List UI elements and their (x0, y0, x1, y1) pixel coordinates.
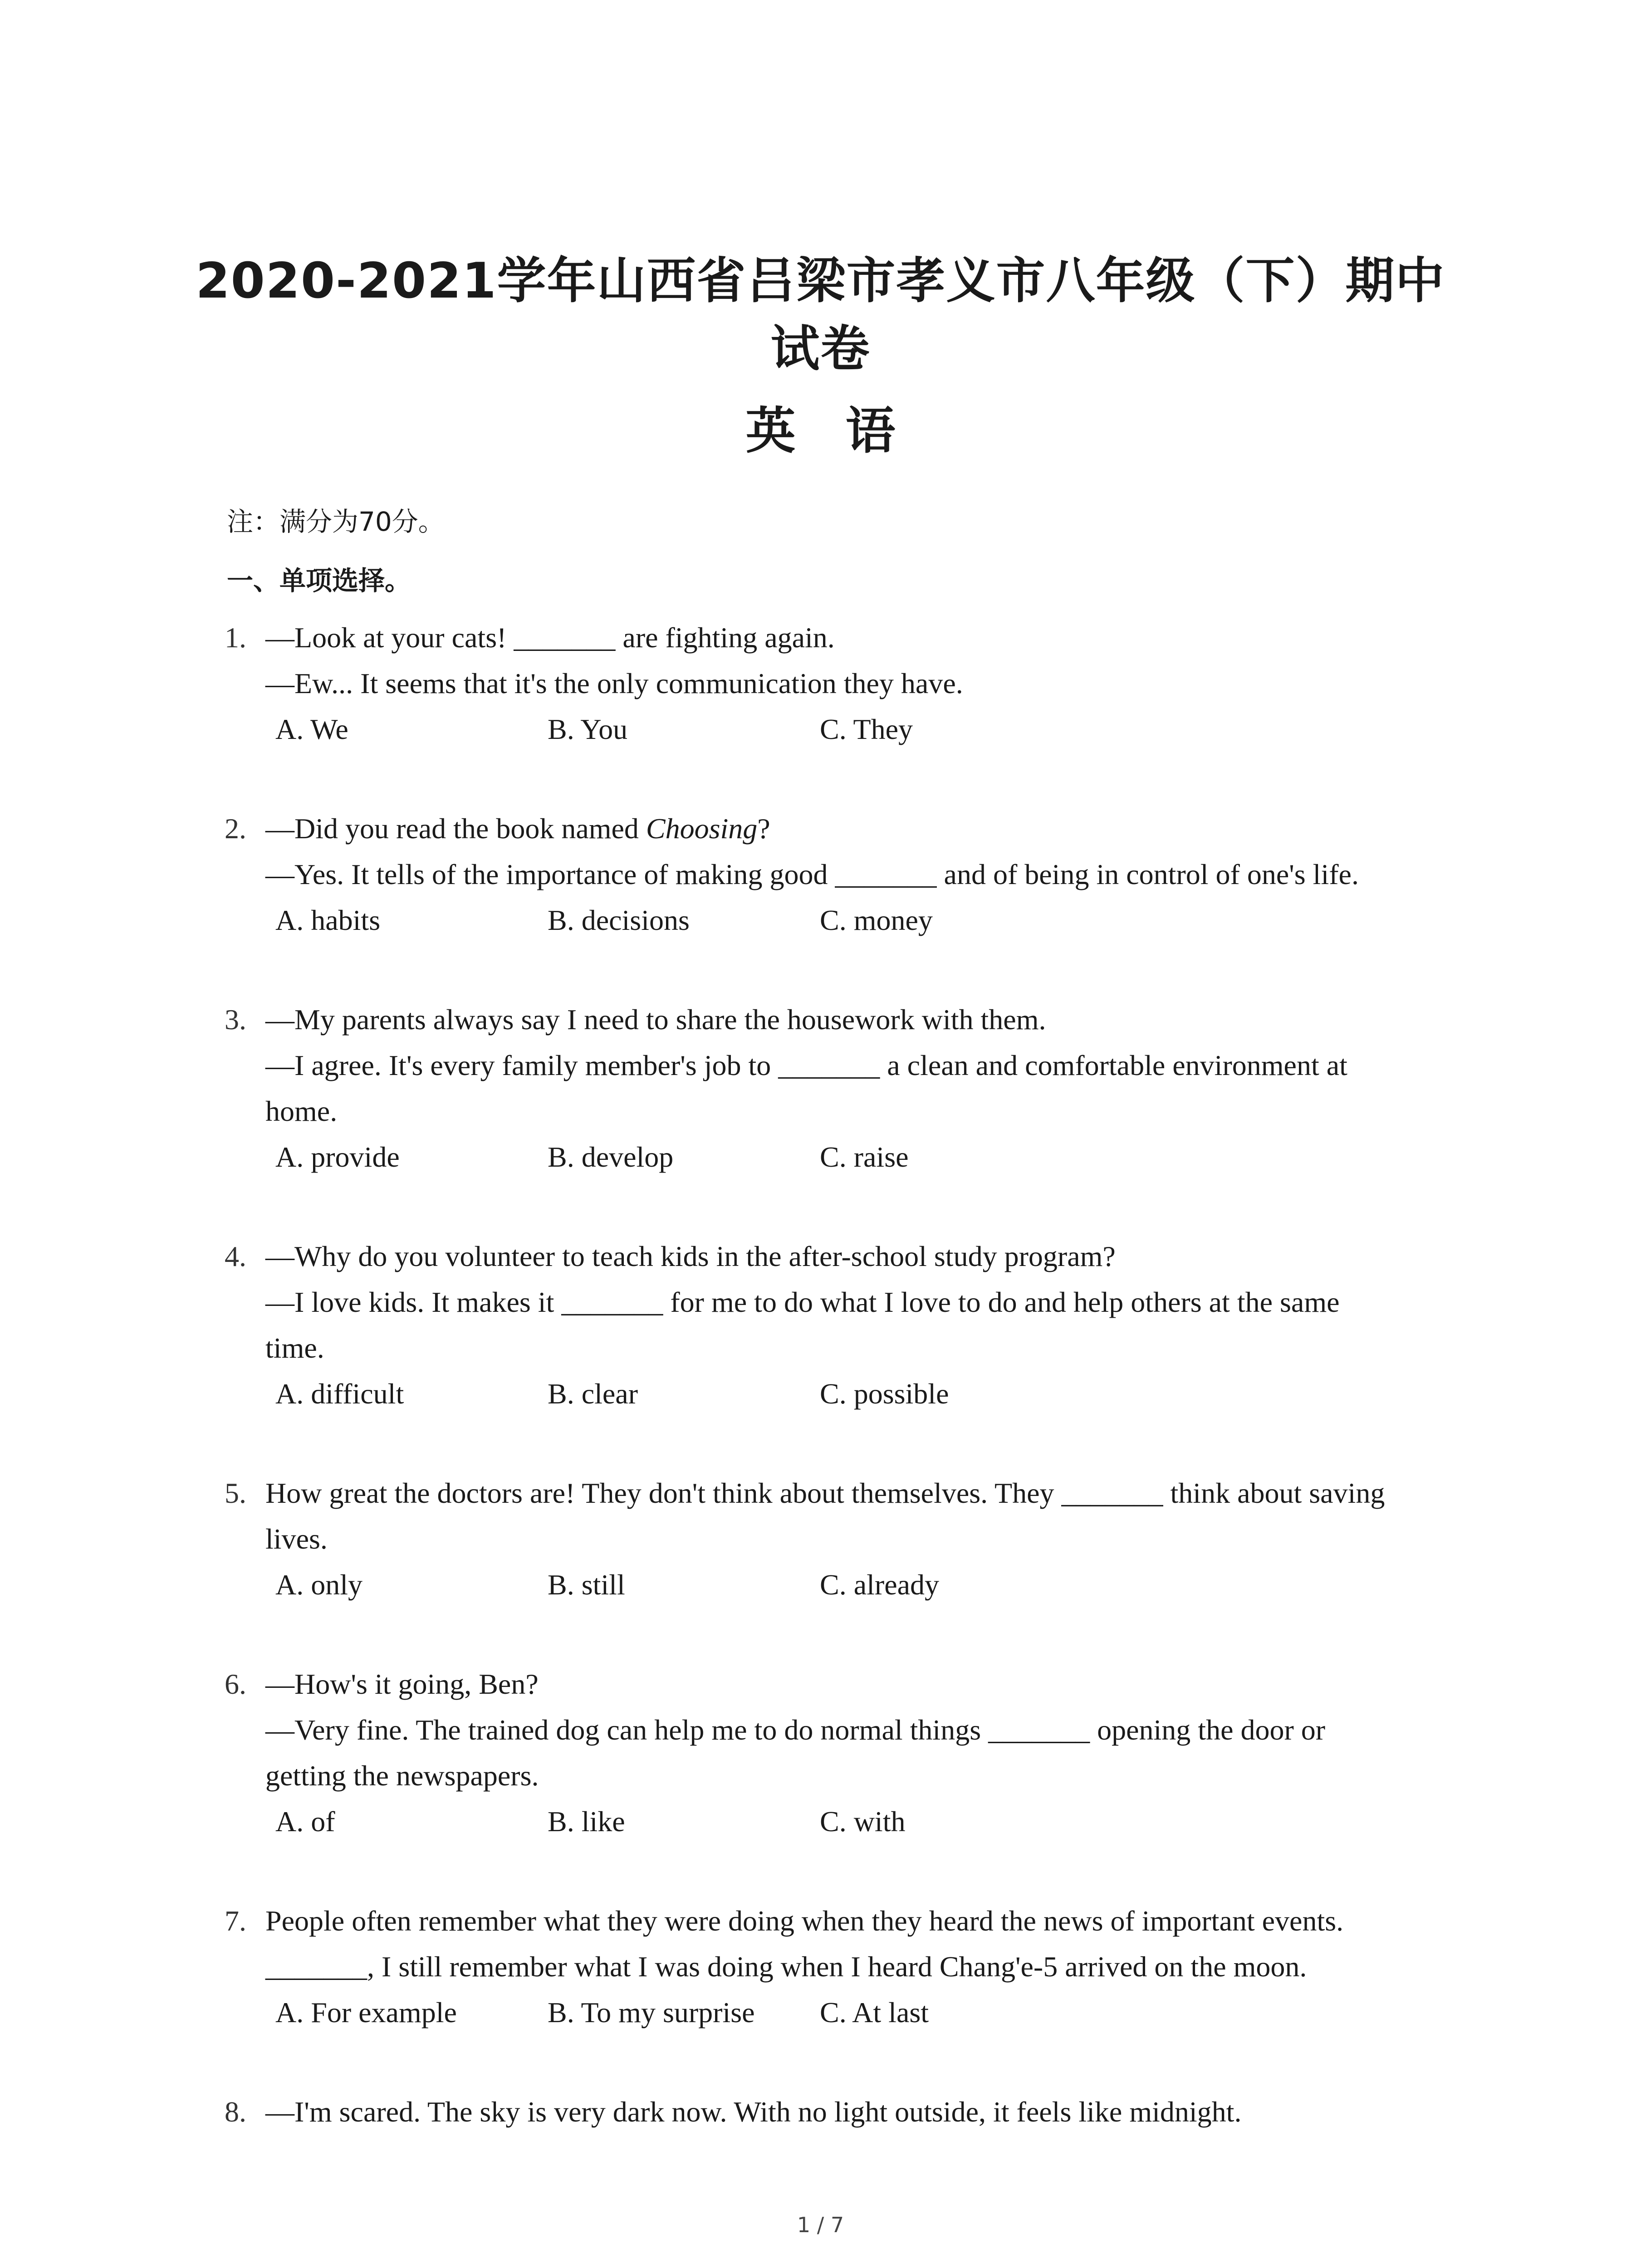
answer-options (265, 1562, 1459, 1608)
option-a: A. only (275, 1569, 362, 1601)
question-number: 6. (225, 1668, 246, 1700)
question-line (265, 806, 1459, 851)
question-body (265, 997, 1459, 1180)
question-text: —Did you read the book named (265, 812, 646, 845)
exam-title-line2: 试卷 (770, 321, 871, 377)
question-number: 4. (225, 1240, 246, 1272)
question-body (265, 1661, 1459, 1844)
question-number: 5. (225, 1477, 246, 1509)
question-line: —Why do you volunteer to teach kids in the after-school study program? (265, 1240, 1116, 1272)
option-c: C. money (820, 904, 933, 936)
section-heading: 一、单项选择。 (227, 565, 411, 596)
question-line: getting the newspapers. (265, 1760, 539, 1792)
question-line: —I love kids. It makes it _______ for me to do what I love to do and help others at the same (265, 1286, 1340, 1318)
option-a: A. difficult (275, 1378, 404, 1410)
question-body (265, 1898, 1459, 2035)
option-b: B. still (548, 1569, 625, 1601)
question-number: 3. (225, 1003, 246, 1036)
question-line: —I'm scared. The sky is very dark now. With no light outside, it feels like midnight. (265, 2096, 1242, 2128)
question-line: lives. (265, 1523, 328, 1555)
score-note: 注：满分为70分。 (227, 506, 445, 537)
answer-options (265, 1989, 1459, 2035)
answer-options (265, 1371, 1459, 1417)
question-line: People often remember what they were doing when they heard the news of important events. (265, 1905, 1344, 1937)
subject-heading: 英 语 (745, 402, 896, 460)
question-4 (225, 1233, 1459, 1417)
question-text: ? (757, 812, 770, 845)
question-1 (225, 615, 1459, 752)
option-b: B. To my surprise (548, 1996, 755, 2028)
option-a: A. We (275, 713, 348, 745)
option-c: C. At last (820, 1996, 929, 2028)
question-line: —Yes. It tells of the importance of making good _______ and of being in control of one's life. (265, 858, 1359, 890)
question-number: 1. (225, 621, 246, 654)
question-8 (225, 2089, 1459, 2135)
answer-options (265, 897, 1459, 943)
question-body (265, 2089, 1459, 2135)
question-body (265, 806, 1459, 943)
exam-title-line1: 2020-2021学年山西省吕梁市孝义市八年级（下）期中 (196, 253, 1445, 309)
question-body (265, 615, 1459, 752)
question-line: —Ew... It seems that it's the only communication they have. (265, 667, 963, 699)
question-number: 8. (225, 2096, 246, 2128)
question-body (265, 1470, 1459, 1608)
question-line: home. (265, 1095, 338, 1127)
option-a: A. For example (275, 1996, 457, 2028)
question-number: 7. (225, 1905, 246, 1937)
question-7 (225, 1898, 1459, 2035)
answer-options (265, 1134, 1459, 1180)
question-line: —How's it going, Ben? (265, 1668, 539, 1700)
option-c: C. raise (820, 1141, 909, 1173)
option-a: A. provide (275, 1141, 400, 1173)
option-b: B. decisions (548, 904, 690, 936)
question-line: —I agree. It's every family member's job to _______ a clean and comfortable environment at (265, 1049, 1347, 1081)
question-number: 2. (225, 812, 246, 845)
page-number: 1 / 7 (797, 2213, 844, 2237)
option-a: A. habits (275, 904, 381, 936)
answer-options (265, 706, 1459, 752)
option-b: B. clear (548, 1378, 638, 1410)
option-c: C. They (820, 713, 913, 745)
option-a: A. of (275, 1805, 335, 1838)
book-title: Choosing (646, 812, 758, 845)
question-line: How great the doctors are! They don't think about themselves. They _______ think about saving (265, 1477, 1385, 1509)
question-3 (225, 997, 1459, 1180)
option-b: B. You (548, 713, 628, 745)
question-6 (225, 1661, 1459, 1844)
option-c: C. possible (820, 1378, 949, 1410)
exam-title (136, 247, 1505, 383)
question-line: _______, I still remember what I was doing when I heard Chang'e-5 arrived on the moon. (265, 1950, 1307, 1983)
question-line: time. (265, 1332, 324, 1364)
question-line: —My parents always say I need to share the housework with them. (265, 1003, 1046, 1036)
question-line: —Very fine. The trained dog can help me to do normal things _______ opening the door or (265, 1714, 1326, 1746)
answer-options (265, 1799, 1459, 1844)
option-b: B. like (548, 1805, 625, 1838)
question-2 (225, 806, 1459, 943)
option-c: C. already (820, 1569, 939, 1601)
question-list (225, 615, 1459, 2135)
option-b: B. develop (548, 1141, 674, 1173)
option-c: C. with (820, 1805, 906, 1838)
question-5 (225, 1470, 1459, 1608)
question-line: —Look at your cats! _______ are fighting again. (265, 621, 835, 654)
question-body (265, 1233, 1459, 1417)
